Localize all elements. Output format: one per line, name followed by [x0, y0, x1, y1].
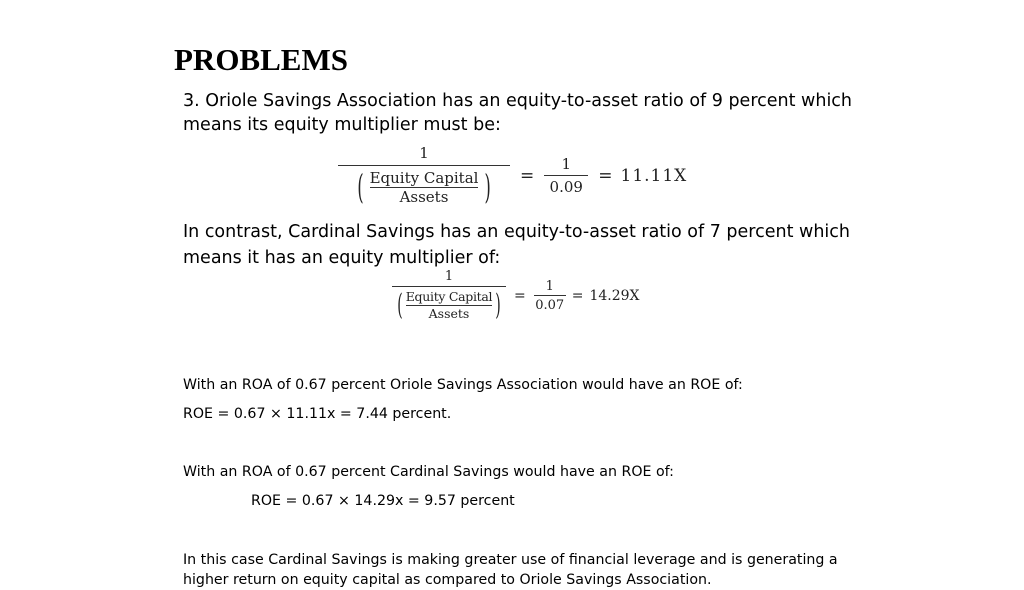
formula-2-right-paren: ) — [495, 288, 501, 323]
slide-title: PROBLEMS — [174, 42, 348, 77]
formula-1-inner-fraction — [364, 169, 485, 206]
formula-2-numerator: 1 — [444, 269, 454, 284]
formula-2-equals-1: = — [514, 288, 526, 304]
formula-2-equals-2: = — [571, 288, 584, 304]
formula-2-rhs-denominator: 0.07 — [535, 297, 565, 313]
formula-1-equals-2: = — [598, 166, 613, 186]
contrast-paragraph — [183, 219, 883, 271]
formula-1-inner-numerator: Equity Capital — [369, 169, 479, 187]
formula-1-left-paren: ( — [357, 166, 364, 207]
formula-1-rhs-numerator: 1 — [561, 154, 572, 173]
oriole-roe-calc: ROE = 0.67 × 11.11x = 7.44 percent. — [183, 406, 452, 422]
oriole-roe-text: With an ROA of 0.67 percent Oriole Savings Association would have an ROE of: — [183, 377, 743, 393]
formula-2-inner-numerator: Equity Capital — [405, 289, 493, 304]
contrast-line-2: means it has an equity multiplier of: — [183, 248, 501, 268]
intro-line-1: 3. Oriole Savings Association has an equity-to-asset ratio of 9 percent which — [183, 91, 853, 111]
formula-1-denominator — [357, 166, 490, 206]
formula-2-rhs-fraction — [534, 280, 566, 313]
formula-2-denominator — [397, 287, 500, 322]
cardinal-roe-calc: ROE = 0.67 × 14.29x = 9.57 percent — [251, 493, 515, 509]
formula-2-lhs-fraction — [392, 270, 506, 322]
formula-1-rhs-fraction — [544, 154, 588, 196]
cardinal-roe-text: With an ROA of 0.67 percent Cardinal Savings would have an ROE of: — [183, 464, 674, 480]
conclusion-paragraph — [183, 550, 843, 590]
equity-multiplier-formula-oriole — [338, 146, 687, 206]
formula-1-result: 11.11X — [620, 166, 688, 186]
intro-line-2: means its equity multiplier must be: — [183, 114, 501, 135]
equity-multiplier-formula-cardinal — [392, 270, 640, 322]
formula-1-lhs-fraction — [338, 146, 510, 206]
formula-2-rhs-numerator: 1 — [545, 278, 554, 294]
formula-2-left-paren: ( — [397, 288, 403, 323]
formula-1-numerator: 1 — [419, 144, 429, 162]
formula-1-inner-denominator: Assets — [399, 188, 449, 206]
formula-1-rhs-denominator: 0.09 — [549, 177, 583, 196]
formula-2-inner-fraction — [403, 289, 496, 322]
formula-1-equals-1: = — [520, 166, 535, 186]
conclusion-line-2: higher return on equity capital as compared to Oriole Savings Association. — [183, 572, 712, 588]
formula-1-right-paren: ) — [484, 166, 491, 207]
intro-paragraph — [183, 90, 883, 137]
contrast-line-1: In contrast, Cardinal Savings has an equity-to-asset ratio of 7 percent which — [183, 222, 850, 242]
formula-2-result: 14.29X — [589, 288, 640, 304]
conclusion-line-1: In this case Cardinal Savings is making greater use of financial leverage and is generating a — [183, 552, 838, 568]
formula-2-inner-denominator: Assets — [428, 306, 470, 321]
